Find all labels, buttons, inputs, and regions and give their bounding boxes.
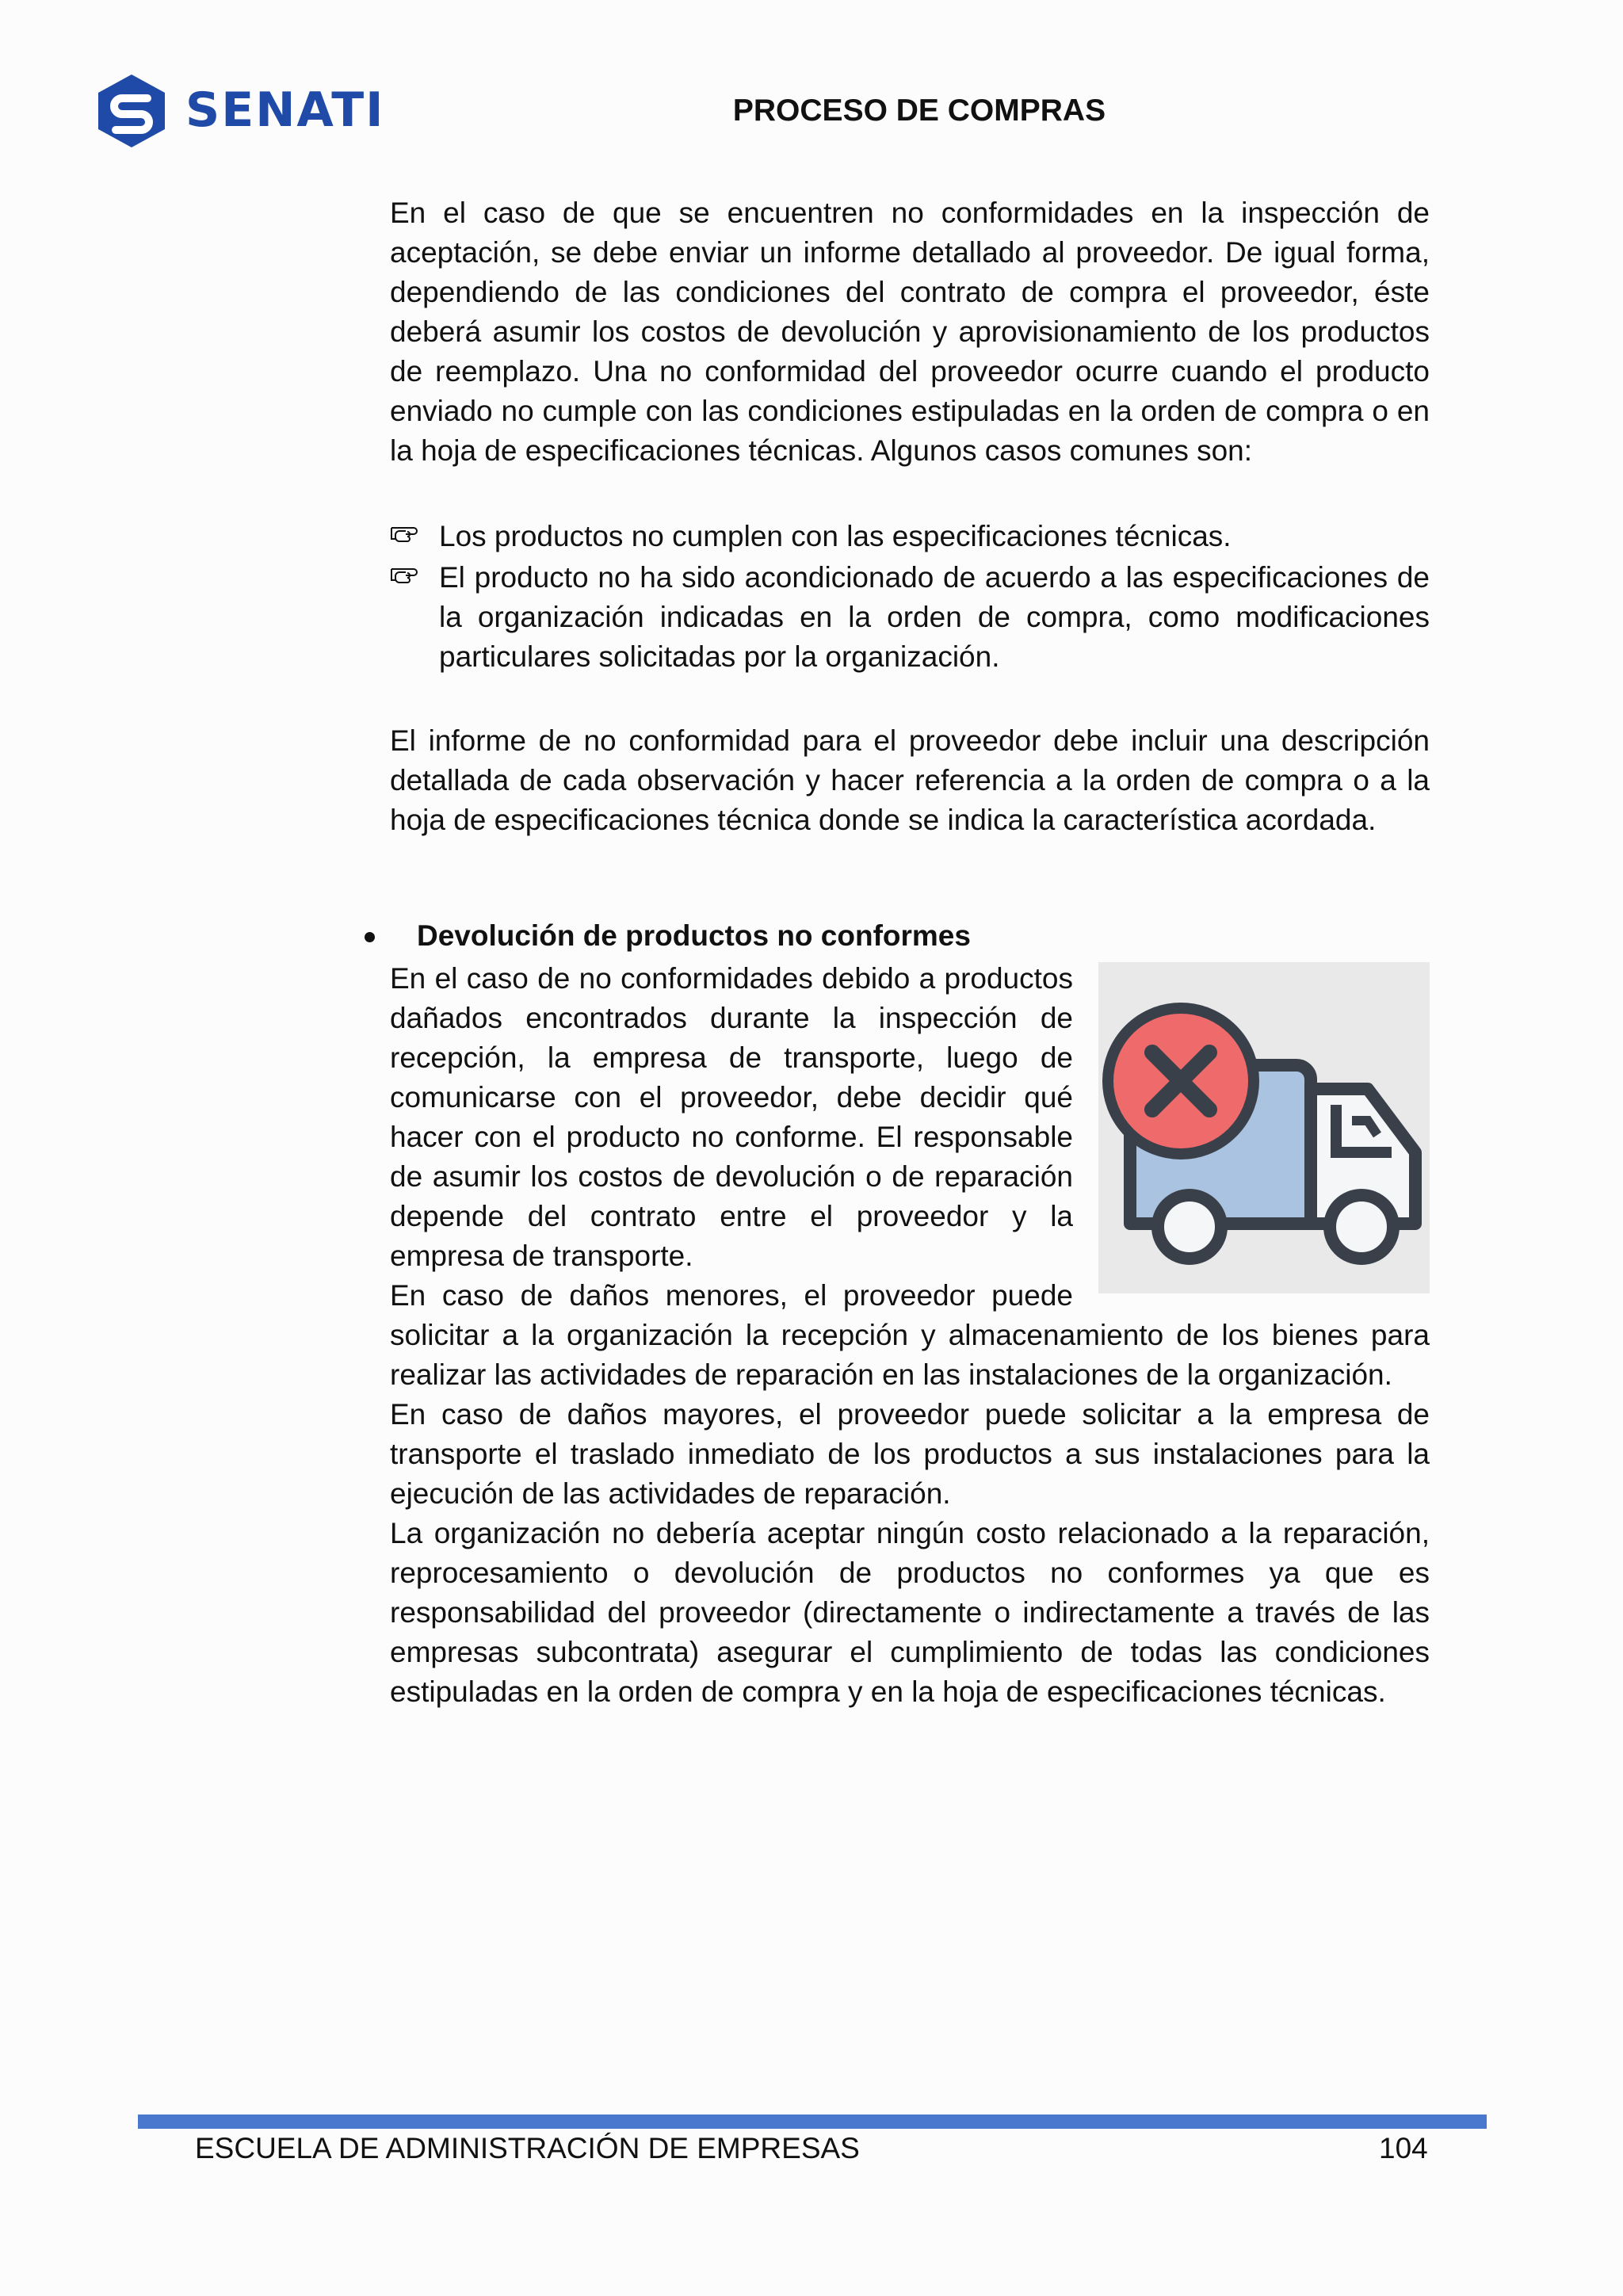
report-paragraph bbox=[390, 721, 1430, 840]
section-paragraph: En el caso de no conformidades debido a productos dañados encontrados durante la inspección de recepción, la empresa de transporte, luego de comunicarse con el proveedor, debe decidir qué hacer con el producto no conforme. El responsable de asumir los costos de devolución o de reparación depende del contrato entre el proveedor y la empresa de transporte. bbox=[390, 962, 1073, 1272]
list-item bbox=[390, 517, 1430, 556]
logo-wordmark: SENATI bbox=[185, 82, 385, 138]
footer-rule bbox=[138, 2115, 1487, 2129]
section-paragraph: En caso de daños mayores, el proveedor puede solicitar a la empresa de transporte el traslado inmediato de los productos a sus instalaciones para la ejecución de las actividades de reparación. bbox=[390, 1398, 1430, 1510]
rejected-delivery-illustration bbox=[1098, 962, 1430, 1293]
intro-text: En el caso de que se encuentren no conformidades en la inspección de aceptación, se debe enviar un informe detallado al proveedor. De igual forma, dependiendo de las condiciones del contrato de compra el proveedor, éste deberá asumir los costos de devolución y aprovisionamiento de los productos de reemplazo. Una no conformidad del proveedor ocurre cuando el producto enviado no cumple con las condiciones estipuladas en la orden de compra o en la hoja de especificaciones técnicas. Algunos casos comunes son: bbox=[390, 197, 1430, 467]
section-body bbox=[390, 959, 1430, 1712]
section-heading-text: Devolución de productos no conformes bbox=[417, 919, 971, 952]
bullet-dot bbox=[365, 932, 375, 942]
truck-reject-icon bbox=[1098, 962, 1430, 1293]
list-item-text: El producto no ha sido acondicionado de acuerdo a las especificaciones de la organización indicadas en la orden de compra, como modificaciones particulares solicitadas por la organización. bbox=[439, 561, 1430, 673]
section-paragraph: En caso de daños menores, el proveedor puede solicitar a la organización la recepción y almacenamiento de los bienes para realizar las actividades de reparación en las instalaciones de la organización. bbox=[390, 1279, 1430, 1391]
list-item bbox=[390, 558, 1430, 677]
footer-school: ESCUELA DE ADMINISTRACIÓN DE EMPRESAS bbox=[195, 2132, 860, 2164]
pointing-hand-icon bbox=[390, 520, 428, 544]
page-title: PROCESO DE COMPRAS bbox=[732, 94, 1106, 128]
report-text: El informe de no conformidad para el proveedor debe incluir una descripción detallada de cada observación y hacer referencia a la orden de compra o a la hoja de especificaciones técnica donde se indica la característica acordada. bbox=[390, 724, 1430, 836]
senati-hexagon-icon bbox=[92, 71, 171, 151]
intro-paragraph bbox=[390, 193, 1430, 471]
senati-logo bbox=[92, 71, 385, 151]
cases-list bbox=[390, 517, 1430, 677]
page-number: 104 bbox=[1379, 2132, 1428, 2164]
section-paragraph: La organización no debería aceptar ningún costo relacionado a la reparación, reprocesamiento o devolución de productos no conformes ya que es responsabilidad del proveedor (directamente o indirectamente a través de las empresas subcontrata) asegurar el cumplimiento de todas las condiciones estipuladas en la orden de compra y en la hoja de especificaciones técnicas. bbox=[390, 1517, 1430, 1708]
list-item-text: Los productos no cumplen con las especificaciones técnicas. bbox=[439, 520, 1232, 552]
pointing-hand-icon bbox=[390, 561, 428, 585]
